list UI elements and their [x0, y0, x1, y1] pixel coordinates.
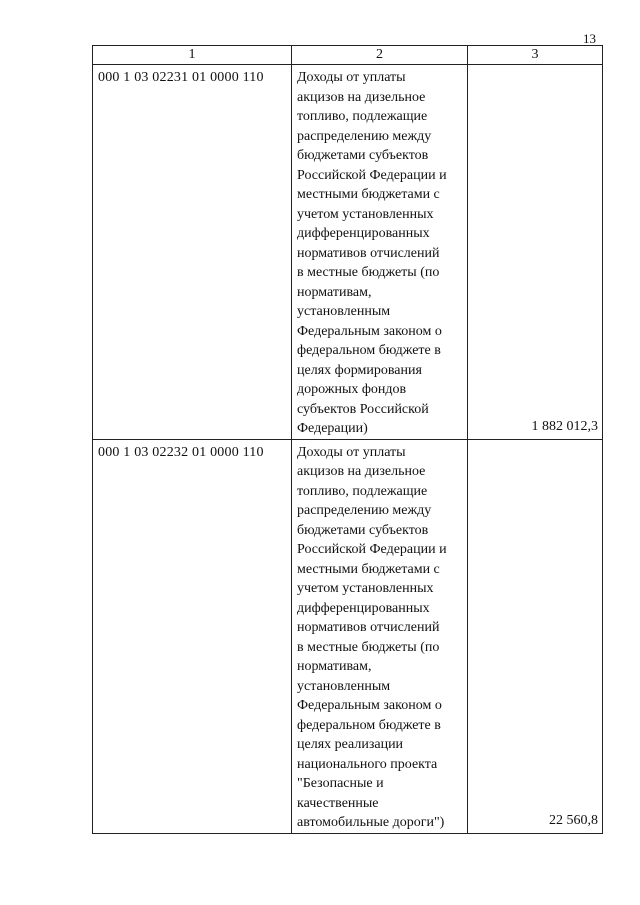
description-line: субъектов Российской — [297, 401, 429, 417]
description-line: Российской Федерации и — [297, 167, 447, 183]
description-line: бюджетами субъектов — [297, 522, 429, 538]
revenue-code-cell: 000 1 03 02231 01 0000 110 — [93, 65, 292, 440]
description-line: топливо, подлежащие — [297, 109, 428, 124]
description-line: акцизов на дизельное — [297, 89, 426, 105]
description-line: "Безопасные и — [297, 776, 384, 791]
description-line: учетом установленных — [297, 206, 434, 222]
description-line: федеральном бюджете в — [297, 717, 441, 733]
table-row — [93, 439, 603, 833]
description-line: установленным — [297, 304, 391, 319]
description-line: дорожных фондов — [297, 382, 407, 397]
description-line: автомобильные дороги") — [297, 815, 445, 830]
description-line: Федеральным законом о — [297, 323, 442, 339]
description-line: распределению между — [297, 128, 432, 144]
table-row — [93, 65, 603, 440]
description-line: распределению между — [297, 503, 432, 518]
description-line: топливо, подлежащие — [297, 483, 428, 499]
description-line: в местные бюджеты (по — [297, 639, 440, 655]
description-line: нормативам, — [297, 284, 372, 300]
revenue-code-cell: 000 1 03 02232 01 0000 110 — [93, 439, 292, 833]
description-line: нормативам, — [297, 659, 372, 674]
description-line: Федерации) — [297, 421, 368, 436]
description-line: местными бюджетами с — [297, 561, 440, 577]
description-line: целях формирования — [297, 362, 422, 378]
description-line: национального проекта — [297, 756, 438, 772]
description-line: Доходы от уплаты — [297, 444, 406, 460]
description-line: Российской Федерации и — [297, 542, 447, 557]
page-number: 13 — [583, 31, 596, 46]
description-line: Федеральным законом о — [297, 698, 442, 713]
column-header-3: 3 — [468, 46, 603, 65]
table-header-row — [93, 46, 603, 65]
description-line: федеральном бюджете в — [297, 343, 441, 358]
revenue-description-cell — [292, 439, 468, 833]
description-line: нормативов отчислений — [297, 620, 440, 635]
column-header-1: 1 — [93, 46, 292, 65]
description-line: бюджетами субъектов — [297, 148, 429, 163]
budget-revenue-table — [92, 45, 603, 834]
description-line: нормативов отчислений — [297, 245, 440, 261]
description-line: дифференцированных — [297, 600, 430, 616]
column-header-2: 2 — [292, 46, 468, 65]
description-line: акцизов на дизельное — [297, 464, 426, 479]
amount-cell: 1 882 012,3 — [468, 65, 603, 440]
description-line: целях реализации — [297, 737, 404, 752]
description-line: учетом установленных — [297, 581, 434, 596]
description-line: местными бюджетами с — [297, 187, 440, 202]
description-line: качественные — [297, 795, 379, 811]
description-line: Доходы от уплаты — [297, 70, 406, 85]
amount-cell: 22 560,8 — [468, 439, 603, 833]
revenue-description-cell — [292, 65, 468, 440]
description-line: дифференцированных — [297, 226, 430, 241]
description-line: установленным — [297, 678, 391, 694]
description-line: в местные бюджеты (по — [297, 265, 440, 280]
